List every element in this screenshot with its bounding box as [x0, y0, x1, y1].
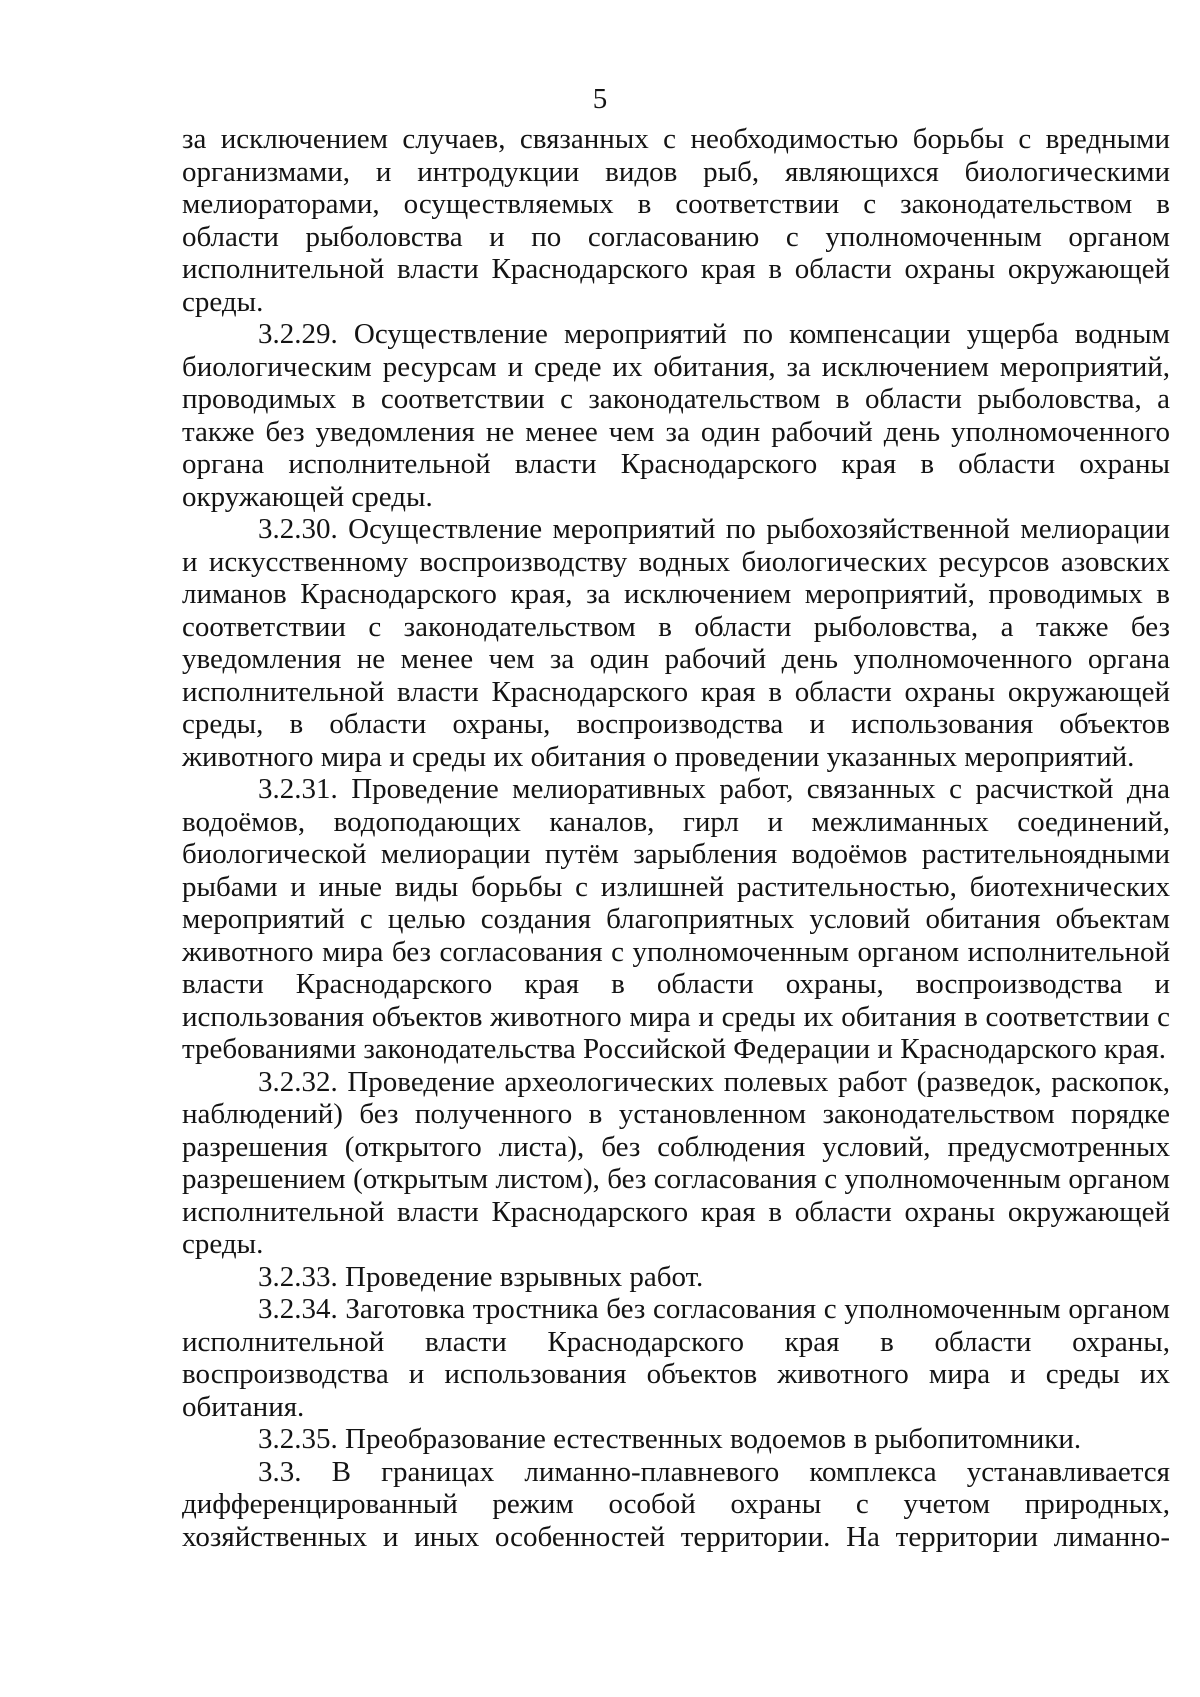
- paragraph-3-2-29: 3.2.29. Осуществление мероприятий по компенсации ущерба водным биологическим ресурсам и среде их обитания, за исключением мероприятий, проводимых в соответствии с законодательством в области рыболовства, а также без уведомления не менее чем за один рабочий день уполномоченного органа исполнительной власти Краснодарского края в области охраны окружающей среды.: [182, 318, 1170, 513]
- paragraph-3-2-34: 3.2.34. Заготовка тростника без согласования с уполномоченным органом исполнительной власти Краснодарского края в области охраны, воспроизводства и использования объектов животного мира и среды их обитания.: [182, 1293, 1170, 1423]
- paragraph-3-2-35: 3.2.35. Преобразование естественных водоемов в рыбопитомники.: [258, 1423, 1082, 1455]
- paragraph-3-2-33: 3.2.33. Проведение взрывных работ.: [258, 1260, 704, 1293]
- paragraph-3-2-32: 3.2.32. Проведение археологических полевых работ (разведок, раскопок, наблюдений) без полученного в установленном законодательством порядке разрешения (открытого листа), без соблюдения условий, предусмотренных разрешением (открытым листом), без согласования с уполномоченным органом исполнительной власти Краснодарского края в области охраны окружающей среды.: [182, 1065, 1170, 1260]
- paragraph-continuation: за исключением случаев, связанных с необходимостью борьбы с вредными организмами, и интродукции видов рыб, являющихся биологическими мелиораторами, осуществляемых в соответствии с законодательством в области рыболовства и по согласованию с уполномоченным органом исполнительной власти Краснодарского края в области охраны окружающей среды.: [182, 123, 1170, 318]
- paragraph-3-2-30: 3.2.30. Осуществление мероприятий по рыбохозяйственной мелиорации и искусственному воспроизводству водных биологических ресурсов азовских лиманов Краснодарского края, за исключением мероприятий, проводимых в соответствии с законодательством в области рыболовства, а также без уведомления не менее чем за один рабочий день уполномоченного органа исполнительной власти Краснодарского края в области охраны окружающей среды, в области охраны, воспроизводства и использования объектов животного мира и среды их обитания о проведении указанных мероприятий.: [182, 513, 1170, 773]
- document-body: [182, 123, 1170, 1553]
- page-number: 5: [592, 83, 608, 115]
- paragraph-3-3: 3.3. В границах лиманно-плавневого комплекса устанавливается дифференцированный режим особой охраны с учетом природных, хозяйственных и иных особенностей территории. На территории лиманно-: [182, 1455, 1170, 1553]
- paragraph-3-2-31: 3.2.31. Проведение мелиоративных работ, связанных с расчисткой дна водоёмов, водоподающих каналов, гирл и межлиманных соединений, биологической мелиорации путём зарыбления водоёмов растительноядными рыбами и иные виды борьбы с излишней растительностью, биотехнических мероприятий с целью создания благоприятных условий обитания объектам животного мира без согласования с уполномоченным органом исполнительной власти Краснодарского края в области охраны, воспроизводства и использования объектов животного мира и среды их обитания в соответствии с требованиями законодательства Российской Федерации и Краснодарского края.: [182, 773, 1170, 1065]
